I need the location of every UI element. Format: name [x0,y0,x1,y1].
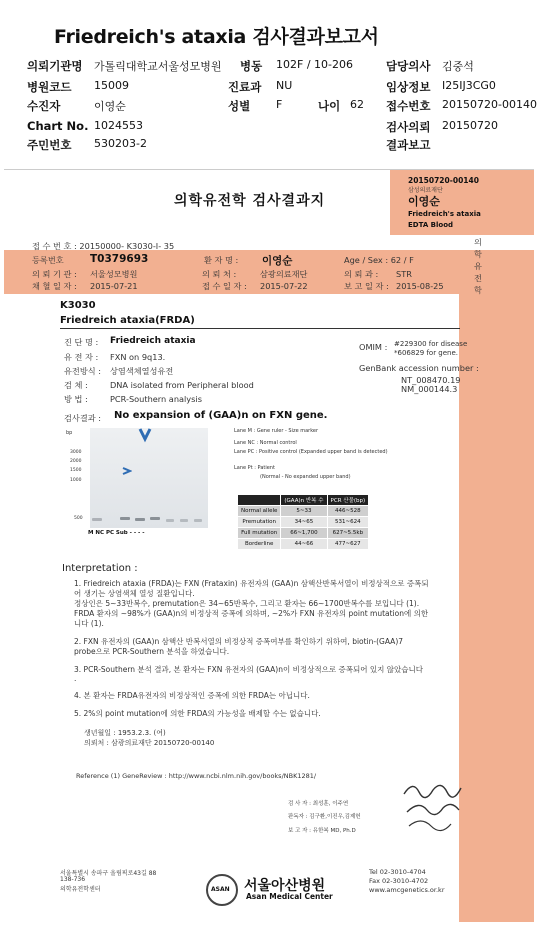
header-key: 성별 [228,99,251,113]
result-key: 검사결과 : [64,413,101,423]
test-name: Friedreich ataxia(FRDA) [60,315,195,326]
table-cell: Premutation [238,517,281,528]
header-key: Chart No. [27,119,89,133]
interp-line: 2. FXN 유전자의 (GAA)n 삼핵산 반복서열의 비정상적 증폭여부를 확인하기 위하여, biotin-(GAA)7 [74,637,404,646]
header-value: 530203-2 [94,137,147,150]
ladder-label: 500 [74,516,83,521]
contact-line: www.amcgenetics.or.kr [369,886,445,894]
interp-title: Interpretation : [62,563,138,574]
omim-disease: #229300 for disease [394,340,468,348]
ladder-label: 3000 [70,450,82,455]
table-cell: 66~1,700 [281,528,327,539]
contact-line: Tel 02-3010-4704 [369,868,426,876]
specimen-key: 검 체 : [64,380,88,390]
table-cell: 627~5.5kb [327,528,369,539]
header-value: 가톨릭대학교서울성모병원 [94,60,222,73]
header-value: 20150720-00140 [442,98,537,111]
signer: 판독자 : 김구환,이진우,김제헌 [288,814,361,820]
genbank-nm: NM_000144.3 [401,384,458,394]
table-cell: 44~66 [281,539,327,550]
ladder-label: bp [66,430,73,436]
ladder-label: 1500 [70,468,82,473]
recv-key: 접 수 일 자 : [202,281,247,291]
label-inst: 삼성의료재단 [408,187,443,194]
birth-date: 생년월일 : 1953.2.3. (여) [84,729,166,737]
age-sex: Age / Sex : 62 / F [344,255,414,265]
table-cell: Borderline [238,539,281,550]
gel-band [120,517,130,520]
gel-band [180,519,188,522]
gel-lanes: M NC PC Sub - - - - [88,530,145,536]
gene: FXN on 9q13. [110,352,166,362]
table-header [238,495,281,506]
header-key: 주민번호 [27,138,72,152]
header-value: I25IJ3CG0 [442,79,496,92]
reg-no-key: 등록번호 [32,255,64,265]
gene-key: 유 전 자 : [64,352,99,362]
header-value: NU [276,79,293,92]
header-value: 20150720 [442,119,498,132]
interp-line: 4. 본 환자는 FRDA유전자의 비정상적인 증폭에 의한 FRDA는 아닙니다. [74,691,310,700]
header-key: 검사의뢰 [386,120,431,134]
recv-date: 2015-07-22 [260,281,308,291]
draw-key: 채 혈 일 자 : [32,281,77,291]
draw-date: 2015-07-21 [90,281,138,291]
org: 서울성모병원 [90,269,138,279]
header-value: 62 [350,98,364,111]
header-key: 접수번호 [386,99,431,113]
interp-line: 어 생기는 상염색체 열성 질환입니다. [74,589,195,598]
dx-key: 진 단 명 : [64,337,99,347]
header-key: 의뢰기관명 [27,59,83,73]
method-key: 방 법 : [64,394,88,404]
header-key: 결과보고 [386,138,431,152]
test-code: K3030 [60,300,96,311]
interp-line: 정상인은 5~33반복수, premutation은 34~65반복수, 그리고 환자는 66~1700반복수를 보입니다 (1). [74,599,420,608]
side-char: 학 [474,249,482,259]
gel-band [194,519,202,522]
gel-image [90,428,208,528]
genbank-key: GenBank accession number : [359,363,479,373]
interp-line: . [74,674,77,683]
arrow-right-icon [122,466,132,476]
address-line: 의학유전학센터 [60,886,101,893]
report-key: 보 고 일 자 : [344,281,389,291]
table-cell: 5~33 [281,506,327,517]
specimen: DNA isolated from Peripheral blood [110,380,254,390]
hospital-seal-icon [206,874,238,906]
sheet-heading: 의학유전학 검사결과지 [174,193,326,209]
table-cell: 34~65 [281,517,327,528]
reg-no: T0379693 [90,253,149,265]
header-key: 임상정보 [386,80,431,94]
label-name: 이영순 [408,195,440,208]
side-char: 유 [474,261,482,271]
legend-item: Lane Pt : Patient [234,465,275,471]
table-cell: Normal allele [238,506,281,517]
interp-line: probe으로 PCR-Southern 분석을 하였습니다. [74,647,230,656]
interp-line: 3. PCR-Southern 분석 결과, 본 환자는 FXN 유전자의 (GAA)n이 비정상적으로 증폭되어 있지 않았습니다 [74,665,423,674]
table-header: (GAA)n 반복 수 [281,495,327,506]
hospital-name-en: Asan Medical Center [246,892,333,901]
ladder-label: 2000 [70,459,82,464]
side-char: 학 [474,285,482,295]
report-title: Friedreich's ataxia 검사결과보고서 [54,26,379,48]
ref: 삼광의료재단 [260,269,308,279]
seal-text: ASAN [211,886,230,893]
signature-image [399,776,469,836]
interp-line: 1. Friedreich ataxia (FRDA)는 FXN (Frataxin) 유전자의 (GAA)n 삼핵산반복서열이 비정상적으로 증폭되 [74,579,429,588]
method: PCR-Southern analysis [110,394,202,404]
gel-band [150,517,160,520]
header-key: 병원코드 [27,80,72,94]
side-char: 전 [474,273,482,283]
legend-item: Lane M : Gene ruler - Size marker [234,428,319,434]
side-char: 의 [474,237,482,247]
ward-key: 의 뢰 과 : [344,269,379,279]
signer: 보 고 자 : 유한복 MD, Ph.D [288,828,356,834]
signer: 검 사 자 : 최성훈, 이주연 [288,801,349,807]
org-key: 의 뢰 기 관 : [32,269,77,279]
label-test: Friedreich's ataxia [408,210,481,218]
result: No expansion of (GAA)n on FXN gene. [114,410,328,421]
omim-gene: *606829 for gene. [394,349,459,357]
header-key: 병동 [240,59,263,73]
interp-line: 5. 2%의 point mutation에 의한 FRDA의 가능성을 배제할 수는 없습니다. [74,709,321,718]
header-key: 나이 [318,99,341,113]
omim-key: OMIM : [359,342,388,352]
header-key: 진료과 [228,80,262,94]
header-value: F [276,98,283,111]
table-header: PCR 산물(bp) [327,495,369,506]
table-cell: 446~528 [327,506,369,517]
gel-band [135,518,145,521]
patient-key: 환 자 명 : [204,255,239,265]
reg-line: 접 수 번 호 : 20150000- K3030-I- 35 [32,241,175,251]
scanned-report-sheet [4,169,534,922]
header-value: 1024553 [94,119,143,132]
interp-line: 니다 (1). [74,619,104,628]
label-id: 20150720-00140 [408,176,479,185]
header-value: 김중석 [442,60,474,73]
table-cell: Full mutation [238,528,281,539]
reference: Reference (1) GeneReview : http://www.ncbi.nlm.nih.gov/books/NBK1281/ [76,772,317,780]
header-value: 이영순 [94,100,126,113]
inherit-key: 유전방식 : [64,366,101,376]
header-key: 수진자 [27,99,61,113]
dx: Friedreich ataxia [110,336,196,346]
divider [60,328,460,329]
legend-item: Lane NC : Normal control [234,440,297,446]
contact-line: Fax 02-3010-4702 [369,877,429,885]
table-cell: 477~627 [327,539,369,550]
gel-band [92,518,102,521]
ward: STR [396,269,412,279]
gaa-reference-table [237,494,369,550]
header-value: 102F / 10-206 [276,58,353,71]
interp-line: FRDA 환자의 ~98%가 (GAA)n의 비정상적 증폭에 의하며, ~2%가 FXN 유전자의 point mutation에 의한 [74,609,429,618]
report-date: 2015-08-25 [396,281,444,291]
side-band [459,294,534,922]
header-value: 15009 [94,79,129,92]
requester: 의뢰처 : 삼광의료재단 20150720-00140 [84,739,215,747]
arrow-down-icon [138,427,152,443]
gel-band [166,519,174,522]
genbank-nt: NT_008470.19 [401,375,461,385]
address-line: 138-736 [60,876,86,883]
patient-name: 이영순 [262,255,293,267]
hospital-name-ko: 서울아산병원 [244,878,326,894]
ref-key: 의 뢰 처 : [202,269,237,279]
table-cell: 531~624 [327,517,369,528]
address-line: 서울특별시 송파구 올림픽로43길 88 [60,870,157,877]
legend-item: (Normal - No expanded upper band) [260,474,351,480]
legend-item: Lane PC : Positive control (Expanded upper band is detected) [234,449,388,455]
ladder-label: 1000 [70,478,82,483]
inherit: 상염색체열성유전 [110,366,174,376]
header-key: 담당의사 [386,59,431,73]
label-sample: EDTA Blood [408,221,454,229]
